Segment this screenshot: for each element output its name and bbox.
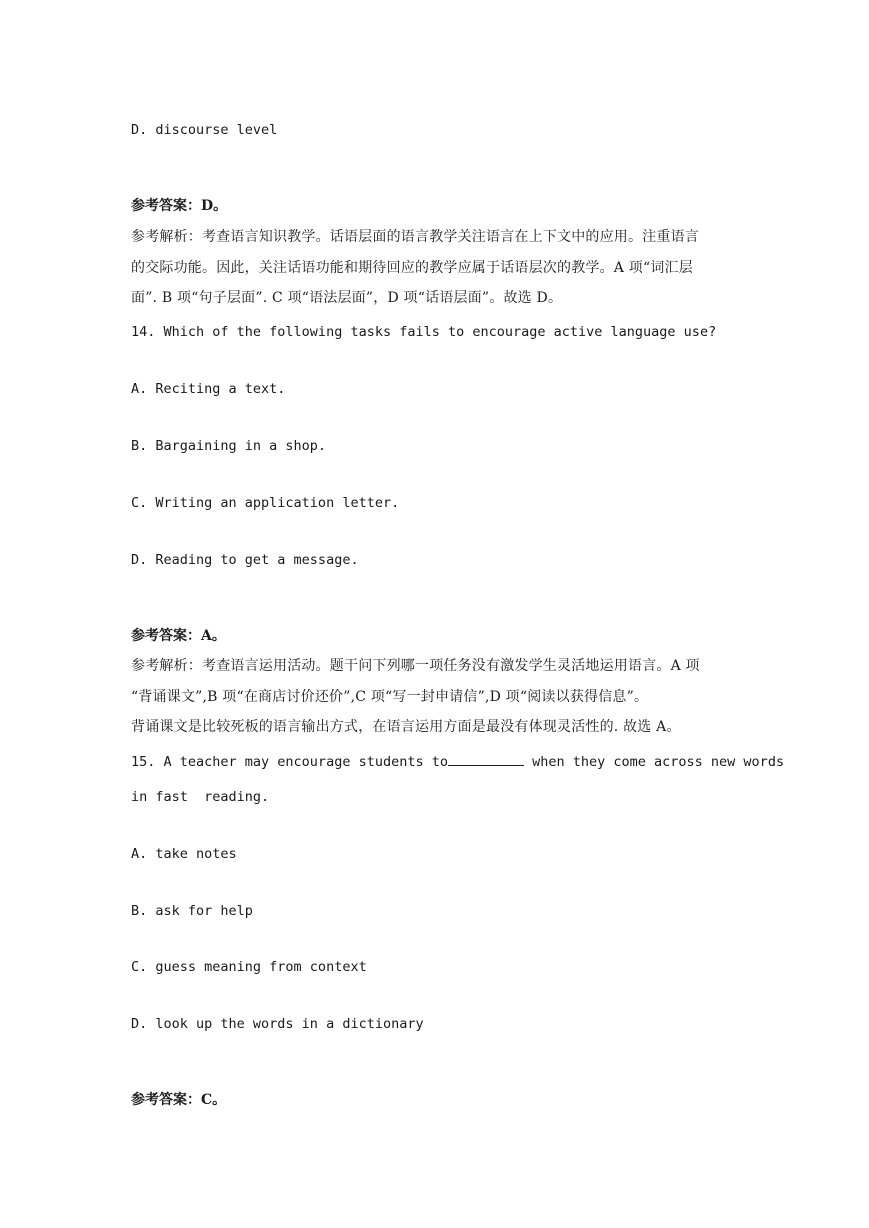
q15-option-d: D. look up the words in a dictionary [131,1016,424,1032]
q14-option-b: B. Bargaining in a shop. [131,438,327,454]
q14-analysis-line-2: “背诵课文”,B 项“在商店讨价还价”,C 项“写一封申请信”,D 项“阅读以获得信息”。 [131,689,649,705]
q15-question-end: when they come across new words [523,754,785,770]
q14-analysis-line-3: 背诵课文是比较死板的语言输出方式，在语言运用方面是最没有体现灵活性的. 故选 A。 [131,719,681,735]
q15-option-a: A. take notes [131,846,237,862]
q13-analysis-line-1: 参考解析：考查语言知识教学。话语层面的语言教学关注语言在上下文中的应用。注重语言 [131,229,699,245]
q14-option-a: A. Reciting a text. [131,381,286,397]
q15-question-line-1 [131,752,784,772]
q14-answer: 参考答案：A。 [131,628,226,644]
q14-analysis-line-1: 参考解析：考查语言运用活动。题干问下列哪一项任务没有激发学生灵活地运用语言。A 项 [131,658,700,674]
q13-answer: 参考答案：D。 [131,198,228,214]
q15-option-c: C. guess meaning from context [131,959,367,975]
q14-question: 14. Which of the following tasks fails to encourage active language use? [131,324,717,340]
q13-option-d: D. discourse level [131,122,278,138]
q13-analysis-line-2: 的交际功能。因此，关注话语功能和期待回应的教学应属于话语层次的教学。A 项“词汇层 [131,260,693,276]
q15-question-start: 15. A teacher may encourage students to [131,754,448,770]
q14-option-d: D. Reading to get a message. [131,552,359,568]
q14-option-c: C. Writing an application letter. [131,495,400,511]
fill-in-blank [448,753,524,766]
q13-analysis-line-3: 面”. B 项“句子层面”. C 项“语法层面”，D 项“话语层面”。故选 D。 [131,290,563,306]
q15-answer: 参考答案：C。 [131,1092,227,1108]
q15-question-line-2: in fast reading. [131,789,270,805]
q15-option-b: B. ask for help [131,903,253,919]
